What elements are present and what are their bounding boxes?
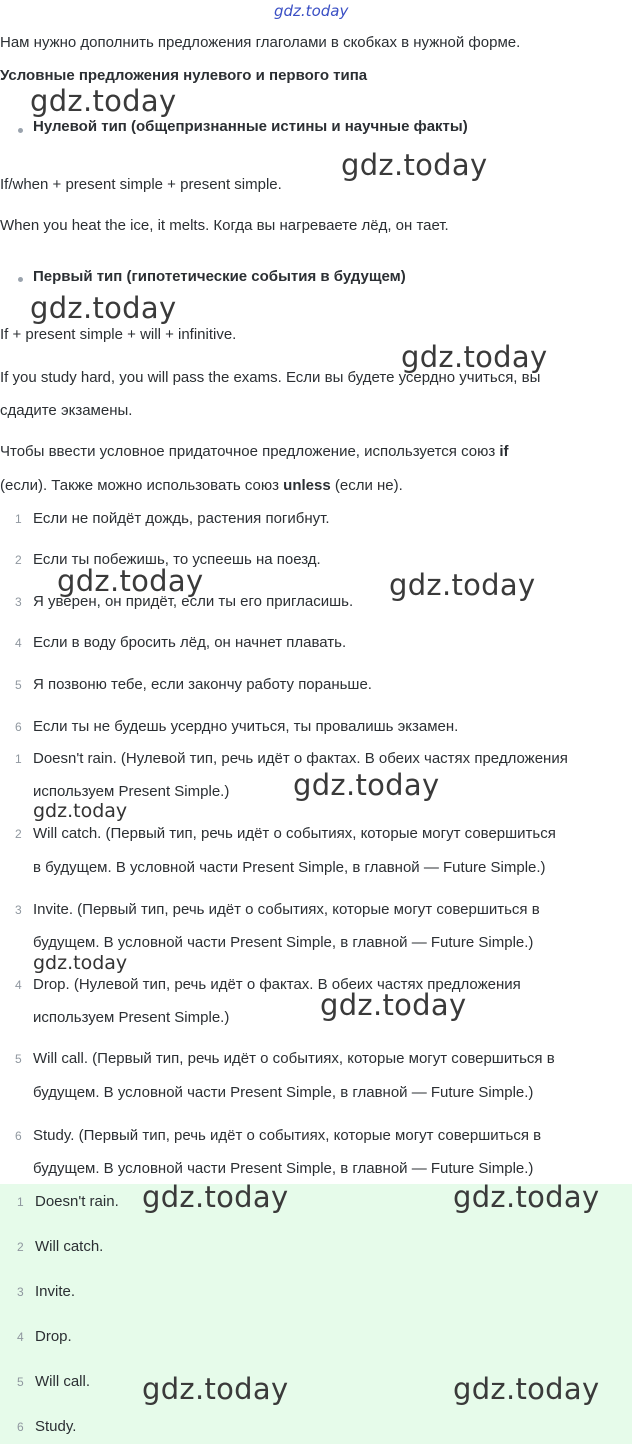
watermark: gdz.today [293,768,440,802]
explanation-line2: будущем. В условной части Present Simple, в главной — Future Simple.) [33,1084,534,1101]
explanation-line2: используем Present Simple.) [33,783,230,800]
list-number: 5 [15,678,22,692]
answer-item: Will call. [35,1373,90,1390]
list-item: Если не пойдёт дождь, растения погибнут. [33,510,330,527]
watermark: gdz.today [30,84,177,118]
bullet-icon [18,128,23,133]
top-watermark: gdz.today [274,2,349,20]
watermark: gdz.today [33,800,128,822]
list-number: 5 [17,1375,24,1389]
list-item: Я уверен, он придёт, если ты его пригласишь. [33,593,354,610]
bullet-icon [18,277,23,282]
list-number: 6 [15,720,22,734]
watermark: gdz.today [33,952,128,974]
list-number: 4 [17,1330,24,1344]
watermark: gdz.today [57,564,204,598]
answer-item: Drop. [35,1328,72,1345]
explanation-line1: Doesn't rain. (Нулевой тип, речь идёт о фактах. В обеих частях предложения [33,750,568,767]
zero-type-example: When you heat the ice, it melts. Когда вы нагреваете лёд, он тает. [0,217,449,234]
intro-text: Нам нужно дополнить предложения глаголами в скобках в нужной форме. [0,34,521,51]
section-title: Условные предложения нулевого и первого типа [0,67,368,84]
watermark: gdz.today [389,568,536,602]
explanation-line2: будущем. В условной части Present Simple, в главной — Future Simple.) [33,1160,534,1177]
list-item: Если ты побежишь, то успеешь на поезд. [33,551,321,568]
answer-item: Invite. [35,1283,76,1300]
explanation-line1: Will call. (Первый тип, речь идёт о событиях, которые могут совершиться в [33,1050,555,1067]
conjunction-note-line2: (если). Также можно использовать союз unless (если не). [0,477,403,494]
list-number: 3 [15,903,22,917]
explanation-line2: будущем. В условной части Present Simple, в главной — Future Simple.) [33,934,534,951]
list-item: Я позвоню тебе, если закончу работу пораньше. [33,676,372,693]
list-number: 2 [17,1240,24,1254]
first-type-formula: If + present simple + will + infinitive. [0,326,237,343]
watermark: gdz.today [30,291,177,325]
watermark: gdz.today [341,148,488,182]
watermark: gdz.today [453,1180,600,1214]
list-number: 2 [15,827,22,841]
list-number: 4 [15,978,22,992]
list-item: Если ты не будешь усердно учиться, ты провалишь экзамен. [33,718,459,735]
conjunction-note-line1: Чтобы ввести условное придаточное предложение, используется союз if [0,443,509,460]
answer-item: Doesn't rain. [35,1193,119,1210]
watermark: gdz.today [401,340,548,374]
explanation-line2: используем Present Simple.) [33,1009,230,1026]
list-number: 1 [17,1195,24,1209]
explanation-line1: Drop. (Нулевой тип, речь идёт о фактах. В обеих частях предложения [33,976,521,993]
first-type-example-line2: сдадите экзамены. [0,402,133,419]
list-item: Если в воду бросить лёд, он начнет плавать. [33,634,347,651]
list-number: 1 [15,512,22,526]
list-number: 3 [15,595,22,609]
list-number: 3 [17,1285,24,1299]
watermark: gdz.today [142,1372,289,1406]
list-number: 5 [15,1052,22,1066]
list-number: 2 [15,553,22,567]
watermark: gdz.today [453,1372,600,1406]
list-number: 4 [15,636,22,650]
watermark: gdz.today [142,1180,289,1214]
first-type-example-line1: If you study hard, you will pass the exams. Если вы будете усердно учиться, вы [0,369,541,386]
explanation-line1: Invite. (Первый тип, речь идёт о событиях, которые могут совершиться в [33,901,540,918]
answer-item: Will catch. [35,1238,104,1255]
explanation-line1: Study. (Первый тип, речь идёт о событиях, которые могут совершиться в [33,1127,542,1144]
zero-type-formula: If/when + present simple + present simple. [0,176,282,193]
answer-item: Study. [35,1418,77,1435]
zero-type-title: Нулевой тип (общепризнанные истины и научные факты) [33,118,468,135]
first-type-title: Первый тип (гипотетические события в будущем) [33,268,406,285]
list-number: 1 [15,752,22,766]
explanation-line1: Will catch. (Первый тип, речь идёт о событиях, которые могут совершиться [33,825,556,842]
explanation-line2: в будущем. В условной части Present Simple, в главной — Future Simple.) [33,859,546,876]
watermark: gdz.today [320,988,467,1022]
list-number: 6 [17,1420,24,1434]
list-number: 6 [15,1129,22,1143]
